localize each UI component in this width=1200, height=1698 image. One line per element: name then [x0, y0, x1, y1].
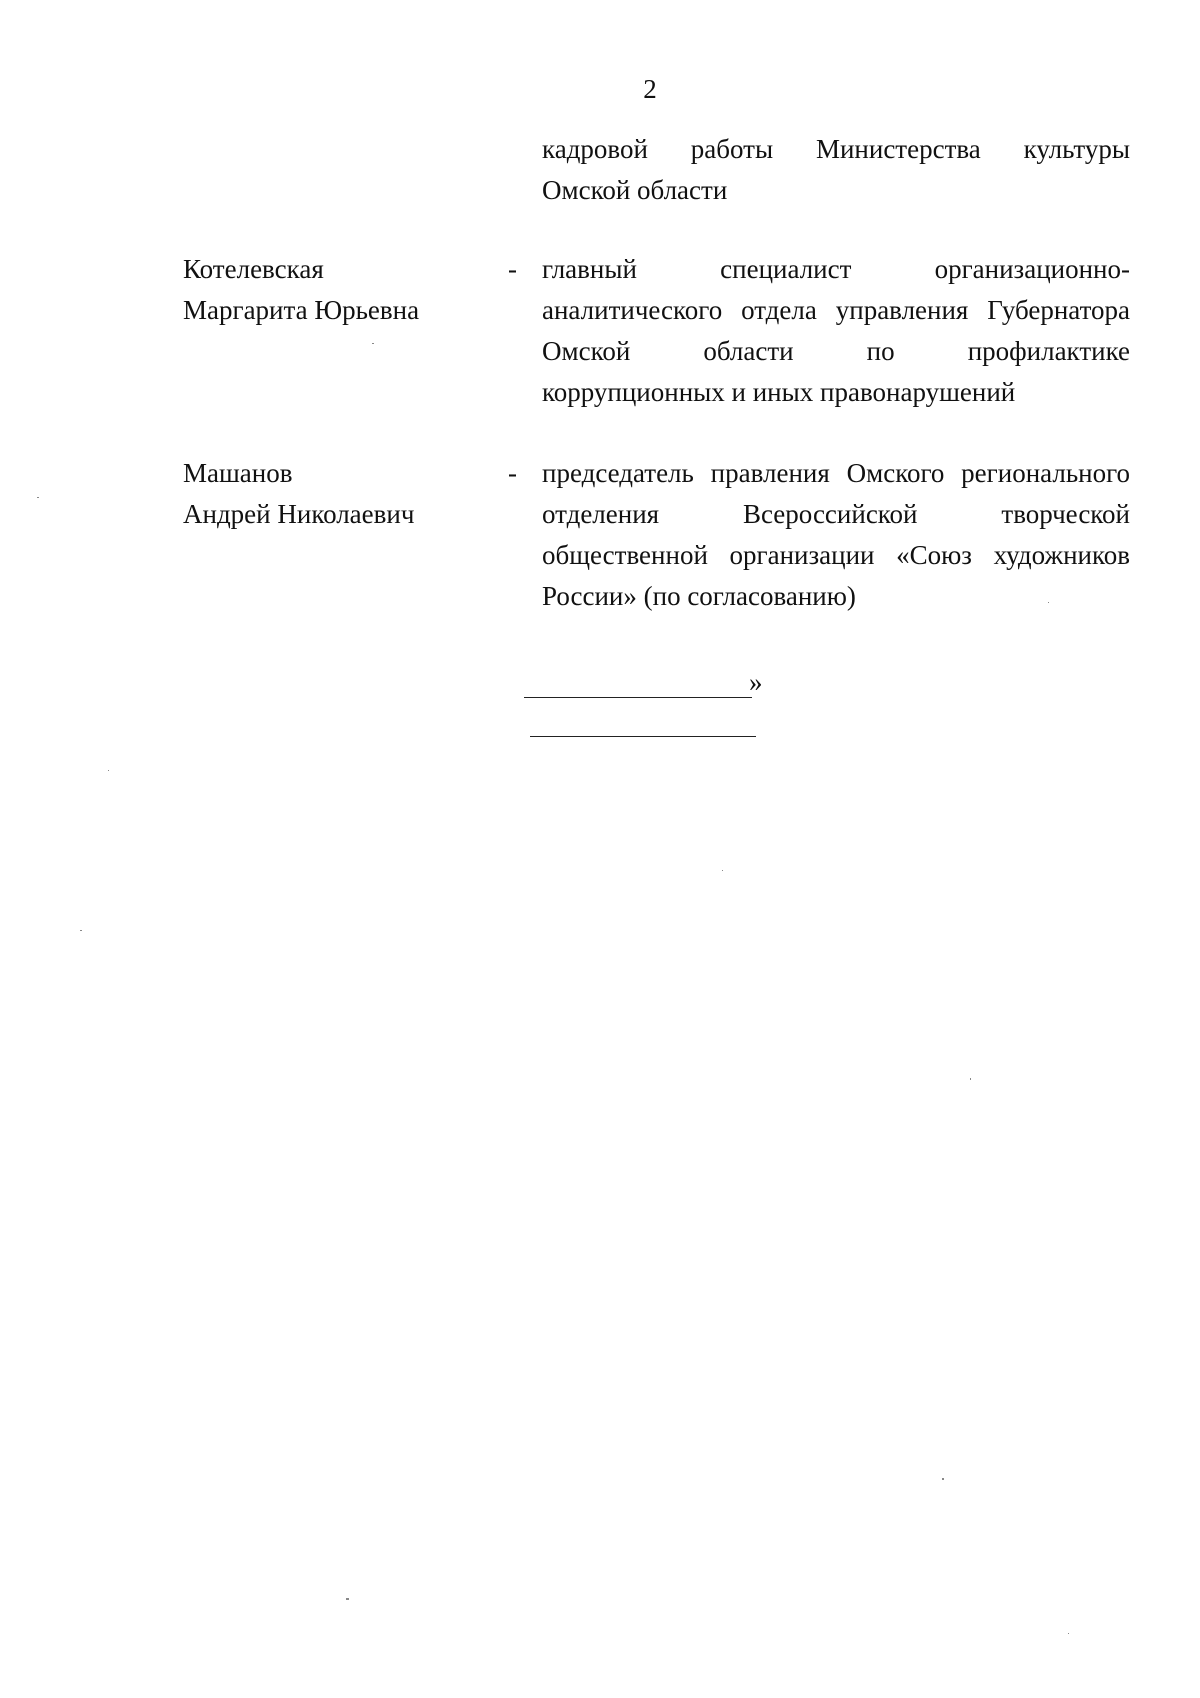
member-description	[542, 453, 1130, 617]
member-given-names: Маргарита Юрьевна	[183, 295, 420, 325]
scan-speck	[1068, 1633, 1069, 1634]
description-line: Омской области по профилактике	[542, 336, 1130, 366]
page-number: 2	[643, 74, 657, 104]
member-name	[183, 249, 483, 331]
description-line: Омской области	[542, 175, 728, 205]
member-surname: Котелевская	[183, 254, 324, 284]
scan-speck	[346, 1598, 349, 1600]
description-line: отделения Всероссийской творческой	[542, 499, 1130, 529]
description-line: кадровой работы Министерства культуры	[542, 134, 1130, 164]
scan-speck	[80, 930, 82, 931]
entry-dash: -	[508, 458, 517, 488]
scan-speck	[1048, 602, 1049, 603]
continuation-description	[542, 129, 1130, 211]
description-line: коррупционных и иных правонарушений	[542, 377, 1016, 407]
member-description	[542, 249, 1130, 413]
description-line: общественной организации «Союз художников	[542, 540, 1130, 570]
scan-speck	[108, 770, 109, 771]
closing-quote: »	[749, 667, 763, 697]
entry-dash: -	[508, 254, 517, 284]
member-surname: Машанов	[183, 458, 293, 488]
scan-speck	[970, 1078, 971, 1080]
description-line: аналитического отдела управления Губернатора	[542, 295, 1130, 325]
scan-speck	[722, 870, 723, 871]
member-name	[183, 453, 483, 535]
description-line: главный специалист организационно-	[542, 254, 1130, 284]
description-line: председатель правления Омского регионального	[542, 458, 1130, 488]
description-line: России» (по согласованию)	[542, 581, 856, 611]
scan-speck	[942, 1478, 944, 1480]
member-given-names: Андрей Николаевич	[183, 499, 415, 529]
closing-underline	[524, 697, 752, 698]
end-divider-line	[530, 736, 756, 737]
scan-speck	[37, 497, 39, 498]
scan-speck	[372, 343, 374, 344]
